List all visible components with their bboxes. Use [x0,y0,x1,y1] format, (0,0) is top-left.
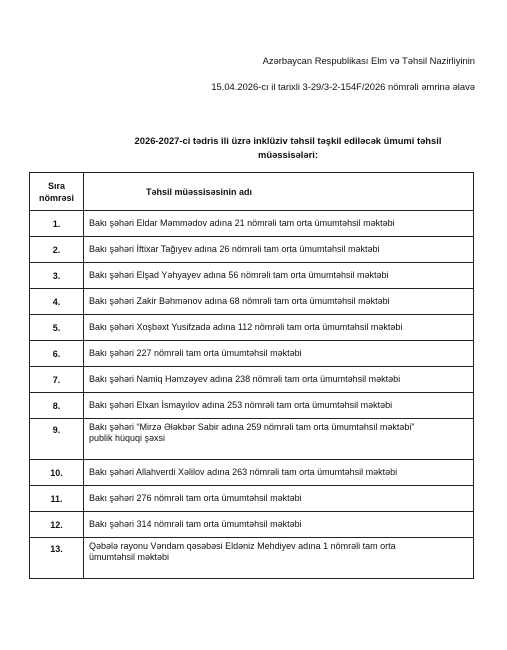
row-number: 4. [30,289,84,315]
row-institution-name: Bakı şəhəri 314 nömrəli tam orta ümumtəhsil məktəbi [84,512,474,538]
row-institution-name: Bakı şəhəri Zakir Bəhmənov adına 68 nömrəli tam orta ümumtəhsil məktəbi [84,289,474,315]
header-serial-line-1: Sıra [47,180,65,191]
document-title [118,134,458,162]
table-row [30,538,474,579]
row-number: 13. [30,538,84,579]
table-row [30,460,474,486]
row-name-line-1: Bakı şəhəri “Mirzə Ələkbər Sabir adına 259 nömrəli tam orta ümumtəhsil məktəbi” [89,422,415,432]
table-row [30,393,474,419]
table-row [30,263,474,289]
table-row [30,315,474,341]
row-institution-name: Bakı şəhəri Elşad Yəhyayev adına 56 nömrəli tam orta ümumtəhsil məktəbi [84,263,474,289]
row-institution-name [84,538,474,579]
row-institution-name: Bakı şəhəri Elxan İsmayılov adına 253 nömrəli tam orta ümumtəhsil məktəbi [84,393,474,419]
row-number: 11. [30,486,84,512]
table-row [30,419,474,460]
table-header-row [30,173,474,211]
table-row [30,512,474,538]
row-number: 3. [30,263,84,289]
row-name-line-1: Qəbələ rayonu Vəndam qəsəbəsi Eldəniz Mehdiyev adına 1 nömrəli tam orta [89,541,396,551]
table-row [30,486,474,512]
row-institution-name: Bakı şəhəri 227 nömrəli tam orta ümumtəhsil məktəbi [84,341,474,367]
row-number: 7. [30,367,84,393]
table-row [30,367,474,393]
row-institution-name [84,419,474,460]
header-serial-number [30,173,84,211]
row-number: 9. [30,419,84,460]
row-name-line-2: ümumtəhsil məktəbi [89,552,170,562]
title-line-1: 2026-2027-ci tədris ili üzrə inklüziv təhsil təşkil ediləcək ümumi təhsil [134,135,442,146]
row-institution-name: Bakı şəhəri Eldar Məmmədov adına 21 nömrəli tam orta ümumtəhsil məktəbi [84,211,474,237]
row-institution-name: Bakı şəhəri Namiq Həmzəyev adına 238 nömrəli tam orta ümumtəhsil məktəbi [84,367,474,393]
table-row [30,237,474,263]
row-number: 10. [30,460,84,486]
row-number: 12. [30,512,84,538]
header-institution-name: Təhsil müəssisəsinin adı [84,173,474,211]
row-name-line-2: publik hüquqi şəxsi [89,433,166,443]
row-number: 5. [30,315,84,341]
header-serial-line-2: nömrəsi [38,192,74,203]
row-number: 8. [30,393,84,419]
institutions-table [29,172,474,579]
row-number: 6. [30,341,84,367]
row-number: 1. [30,211,84,237]
ministry-line: Azərbaycan Respublikası Elm və Təhsil Nazirliyinin [262,55,475,66]
table-row [30,211,474,237]
row-institution-name: Bakı şəhəri Xoşbəxt Yusifzadə adına 112 nömrəli tam orta ümumtəhsil məktəbi [84,315,474,341]
title-line-2: müəssisələri: [258,149,318,160]
row-number: 2. [30,237,84,263]
table-row [30,289,474,315]
row-institution-name: Bakı şəhəri 276 nömrəli tam orta ümumtəhsil məktəbi [84,486,474,512]
order-reference-line: 15.04.2026-cı il tarixli 3-29/3-2-154F/2026 nömrəli əmrinə əlavə [211,81,475,92]
table-row [30,341,474,367]
row-institution-name: Bakı şəhəri İftixar Tağıyev adına 26 nömrəli tam orta ümumtəhsil məktəbi [84,237,474,263]
row-institution-name: Bakı şəhəri Allahverdi Xəlilov adına 263 nömrəli tam orta ümumtəhsil məktəbi [84,460,474,486]
